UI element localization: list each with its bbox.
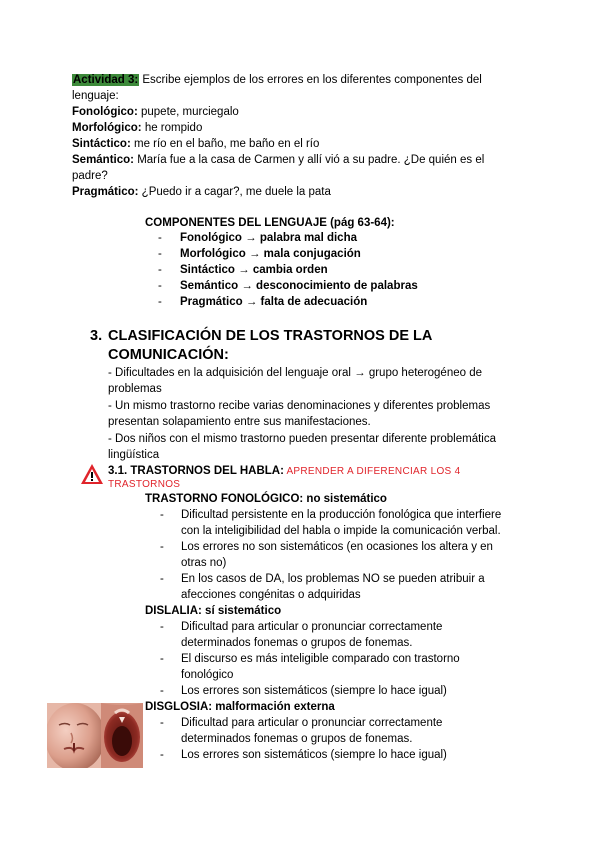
list-item: - Los errores son sistemáticos (siempre lo hace igual)	[160, 749, 447, 761]
list-item: - Dificultad persistente en la producción fonológica que interfiere con la inteligibilidad del habla o impide la comunicación verbal.	[160, 509, 502, 537]
example-morfologico: Morfológico: he rompido	[72, 122, 203, 134]
dislalia-list	[158, 619, 460, 699]
list-item: - Morfológico → mala conjugación	[158, 248, 361, 260]
section31-note-line2: TRASTORNOS	[108, 479, 181, 490]
list-item: - Fonológico → palabra mal dicha	[158, 232, 357, 244]
example-semantico: Semántico: María fue a la casa de Carmen y allí vió a su padre. ¿De quién es el	[72, 154, 485, 166]
example-semantico-cont: padre?	[72, 170, 108, 182]
section31-heading: 3.1. TRASTORNOS DEL HABLA: APRENDER A DIFERENCIAR LOS 4	[108, 465, 461, 477]
actividad-prompt-line2: lenguaje:	[72, 90, 119, 102]
list-item: - Sintáctico → cambia orden	[158, 264, 328, 276]
actividad-prompt-line1: Actividad 3: Escribe ejemplos de los errores en los diferentes componentes del	[73, 74, 482, 86]
cleft-lip-illustration	[47, 703, 143, 768]
section3-line: - Dos niños con el mismo trastorno pueden presentar diferente problemática	[108, 433, 497, 445]
list-item: - Dificultad para articular o pronunciar correctamente determinados fonemas o grupos de fonemas.	[160, 621, 443, 649]
example-sintactico: Sintáctico: me río en el baño, me baño en el río	[72, 138, 320, 150]
list-item: - Pragmático → falta de adecuación	[158, 296, 368, 308]
section3-line: problemas	[108, 383, 162, 395]
example-fonologico: Fonológico: pupete, murciegalo	[72, 106, 239, 118]
section3-line: lingüística	[108, 449, 160, 461]
example-pragmatico: Pragmático: ¿Puedo ir a cagar?, me duele la pata	[72, 186, 331, 198]
list-item: - En los casos de DA, los problemas NO se pueden atribuir a afecciones congénitas o adquiridas	[160, 573, 485, 601]
disglosia-title: DISGLOSIA: malformación externa	[145, 701, 335, 713]
actividad-tag: Actividad 3:	[73, 74, 139, 86]
list-item: - El discurso es más inteligible comparado con trastorno fonológico	[160, 653, 460, 681]
list-item: - Los errores son sistemáticos (siempre lo hace igual)	[160, 685, 447, 697]
section3-title-line2: COMUNICACIÓN:	[108, 347, 229, 363]
section3-line: presentan solapamiento entre sus manifestaciones.	[108, 416, 371, 428]
componentes-list	[158, 230, 418, 310]
disglosia-list	[158, 715, 447, 763]
list-item: - Los errores no son sistemáticos (en ocasiones los altera y en otras no)	[160, 541, 493, 569]
list-item: - Dificultad para articular o pronunciar correctamente determinados fonemas o grupos de fonemas.	[160, 717, 443, 745]
componentes-title: COMPONENTES DEL LENGUAJE (pág 63-64):	[145, 217, 395, 229]
section3-number: 3.	[90, 328, 103, 344]
fonologico-title: TRASTORNO FONOLÓGICO: no sistemático	[145, 493, 387, 505]
section3-line: - Un mismo trastorno recibe varias denominaciones y diferentes problemas	[108, 400, 491, 412]
section3-line: - Dificultades en la adquisición del lenguaje oral → grupo heterogéneo de	[108, 367, 482, 379]
list-item: - Semántico → desconocimiento de palabras	[158, 280, 418, 292]
dislalia-title: DISLALIA: sí sistemático	[145, 605, 282, 617]
warning-triangle-icon	[80, 463, 104, 485]
section3-title-line1: CLASIFICACIÓN DE LOS TRASTORNOS DE LA	[108, 328, 433, 344]
section31-note: APRENDER A DIFERENCIAR LOS 4	[283, 466, 461, 477]
fonologico-list	[158, 507, 501, 603]
